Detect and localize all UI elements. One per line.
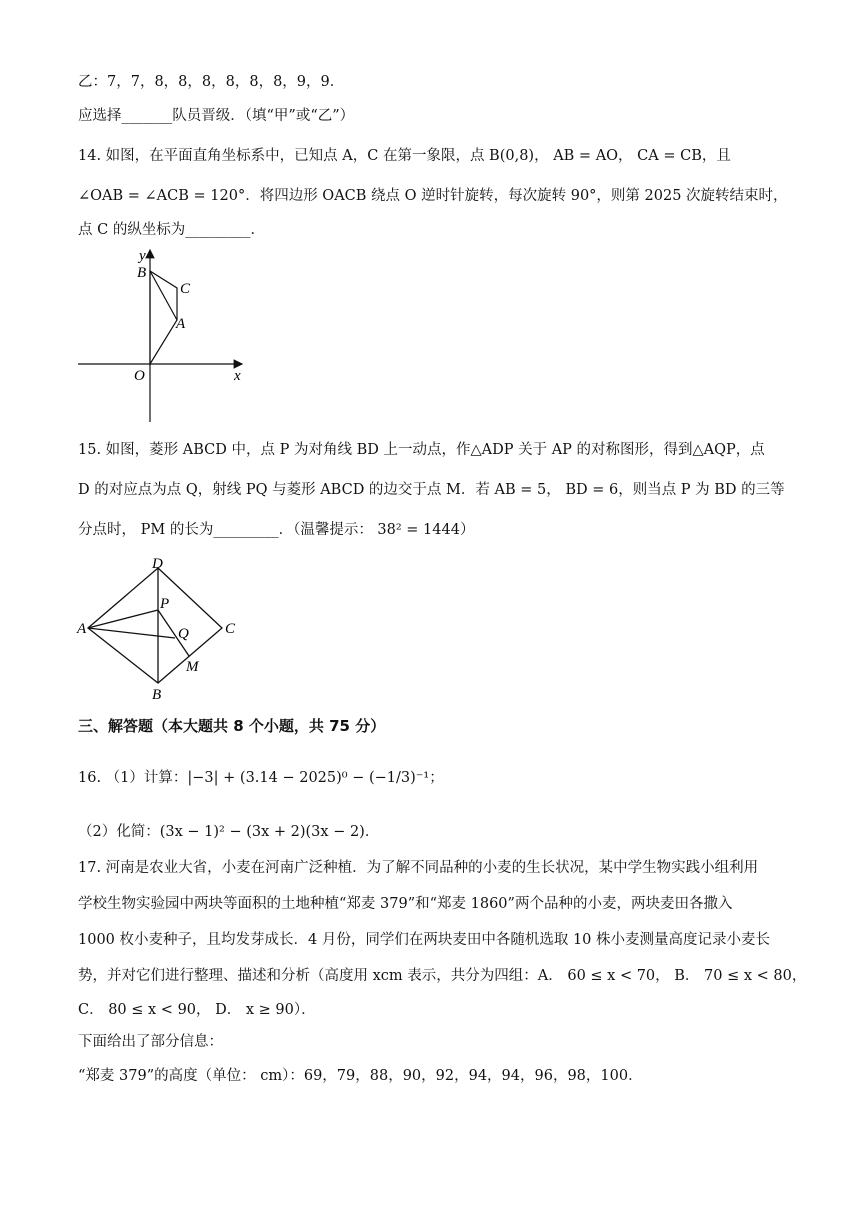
question-15-line-1: 15. 如图，菱形 ABCD 中，点 P 为对角线 BD 上一动点，作△ADP 关于 AP 的对称图形，得到△AQP，点 xyxy=(78,442,765,458)
question-15-line-3: 分点时， PM 的长为_________．（温馨提示： 38² = 1444） xyxy=(78,522,475,538)
label-C: C xyxy=(180,281,191,297)
question-17-line-1: 17. 河南是农业大省，小麦在河南广泛种植．为了解不同品种的小麦的生长状况，某中学生物实践小组利用 xyxy=(78,860,759,876)
question-16-part-2: （2）化简：(3x − 1)² − (3x + 2)(3x − 2)． xyxy=(78,824,380,840)
label-B: B xyxy=(137,265,147,281)
question-16-part-1: 16. （1）计算：|−3| + (3.14 − 2025)⁰ − (−1/3)⁻¹； xyxy=(78,770,444,786)
question-17-line-4: 势，并对它们进行整理、描述和分析（高度用 xcm 表示，共分为四组：A． 60 ≤ x < 70， B． 70 ≤ x < 80， xyxy=(78,968,807,984)
segment-AQ xyxy=(88,628,175,638)
label-A: A xyxy=(176,316,186,332)
label-O: O xyxy=(134,368,145,384)
quadrilateral-OACB xyxy=(150,271,177,364)
question-17-line-5: C． 80 ≤ x < 90， D． x ≥ 90）． xyxy=(78,1002,316,1018)
rhombus-ABCD xyxy=(88,568,222,683)
question-17-line-6: 下面给出了部分信息： xyxy=(78,1034,223,1050)
figure-coordinate-quadrilateral xyxy=(70,240,260,425)
question-14-line-2: ∠OAB = ∠ACB = 120°．将四边形 OACB 绕点 O 逆时针旋转，每次旋转 90°，则第 2025 次旋转结束时， xyxy=(78,188,788,204)
text-line: 应选择_______队员晋级．（填“甲”或“乙”） xyxy=(78,108,355,124)
segment-AB xyxy=(150,271,177,320)
label-A: A xyxy=(77,621,87,637)
question-14-line-3: 点 C 的纵坐标为_________． xyxy=(78,222,266,238)
text-line: 乙：7，7，8，8，8，8，8，8，9，9． xyxy=(78,74,345,90)
question-15-line-2: D 的对应点为点 Q，射线 PQ 与菱形 ABCD 的边交于点 M．若 AB = 5， BD = 6，则当点 P 为 BD 的三等 xyxy=(78,482,785,498)
label-y: y xyxy=(139,248,146,264)
label-M: M xyxy=(186,659,199,675)
label-Q: Q xyxy=(178,626,189,642)
section-heading: 三、解答题（本大题共 8 个小题，共 75 分） xyxy=(78,717,386,735)
question-17-line-2: 学校生物实验园中两块等面积的土地种植“郑麦 379”和“郑麦 1860”两个品种的小麦，两块麦田各撒入 xyxy=(78,896,733,912)
question-17-line-3: 1000 枚小麦种子，且均发芽成长．4 月份，同学们在两块麦田中各随机选取 10 株小麦测量高度记录小麦长 xyxy=(78,932,771,948)
question-14-line-1: 14. 如图，在平面直角坐标系中，已知点 A，C 在第一象限，点 B(0,8)， AB = AO， CA = CB，且 xyxy=(78,148,731,164)
label-C: C xyxy=(225,621,236,637)
question-17-line-7: “郑麦 379”的高度（单位： cm）：69，79，88，90，92，94，94，96，98，100． xyxy=(78,1068,643,1084)
figure-rhombus-ABCD xyxy=(75,555,245,705)
label-x: x xyxy=(234,368,241,384)
label-B: B xyxy=(152,687,162,703)
label-D: D xyxy=(152,556,163,572)
label-P: P xyxy=(160,596,170,612)
